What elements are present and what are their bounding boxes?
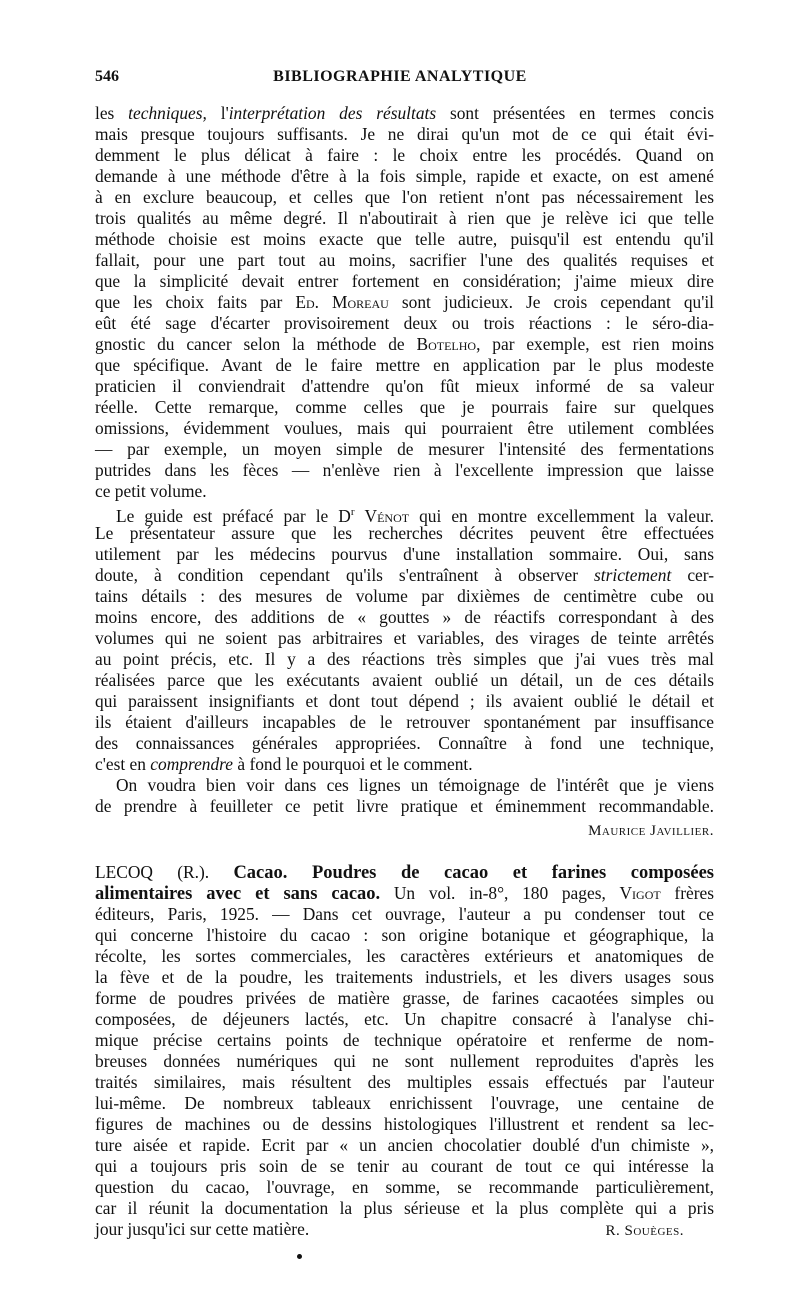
text-line: omissions, évidemment voulues, mais qui pourraient être utilement comblées [95,418,714,438]
text-line: ils étaient d'ailleurs incapables de le retrouver spontanément par insuffisance [95,712,714,732]
text-line: demment le plus délicat à faire : le choix entre les procédés. Quand on [95,145,714,165]
text-line: que spécifique. Avant de le faire mettre en application par le plus modeste [95,355,714,375]
text-line: jour jusqu'ici sur cette matière. [95,1219,310,1239]
text-line: Le présentateur assure que les recherches décrites peuvent être effectuées [95,523,714,543]
text-line: qui a toujours pris soin de se tenir au courant de tout ce qui intéresse la [95,1156,714,1176]
text-line: c'est en comprendre à fond le pourquoi et le comment. [95,754,473,774]
publisher-name: Vigot [619,883,661,903]
text-line: Le guide est préfacé par le $D^r$ Vénot qui en montre excellemment la valeur. [116,505,714,526]
text-line: de prendre à feuilleter ce petit livre pratique et éminemment recommandable. [95,796,714,816]
text-line: à en exclure beaucoup, et celles que l'on retient n'ont pas nécessairement les [95,187,714,207]
text-line: la fève et de la poudre, les traitements industriels, et les divers usages sous [95,967,714,987]
book-title: alimentaires avec et sans cacao. [95,884,381,904]
text-line: utilement par les médecins pourvus d'une installation sommaire. Oui, sans [95,544,714,564]
text-line: au point précis, etc. Il y a des réactions très simples que j'ai vues très mal [95,649,714,669]
text-line: composées, de déjeuners lactés, etc. Un chapitre consacré à l'analyse chi- [95,1009,714,1029]
author-name: Vénot [364,505,410,526]
text-line: putrides dans les fèces — n'enlève rien à l'excellente impression que laisse [95,460,714,480]
text-line: forme de poudres privées de matière grasse, de farines cacaotées simples ou [95,988,714,1008]
text-line: volumes qui ne soient pas arbitraires et variables, des virages de teinte arrêtés [95,628,714,648]
book-title: Cacao. Poudres de cacao et farines composées [233,863,714,883]
text-line: traités similaires, mais résultent des multiples essais effectués par l'auteur [95,1072,714,1092]
text-line: tains détails : des mesures de volume par dixièmes de centimètre cube ou [95,586,714,606]
text-line: gnostic du cancer selon la méthode de Botelho, par exemple, est rien moins [95,334,714,354]
text-line: car il réunit la documentation la plus sérieuse et la plus complète qui a pris [95,1198,714,1218]
page-header [95,68,705,92]
text-line: eût été sage d'écarter provisoirement deux ou trois réactions : le séro-dia- [95,313,714,333]
text-line: On voudra bien voir dans ces lignes un témoignage de l'intérêt que je viens [116,775,714,795]
text-line: qui concerne l'histoire du cacao : son origine botanique et géographique, la [95,925,714,945]
text-line: praticien il conviendrait d'attendre qu'on fût mieux informé de sa valeur [95,376,714,396]
author-name: Ed. Moreau [295,292,389,312]
text-line: breuses données numériques qui ne sont nullement reproduites d'après les [95,1051,714,1071]
text-line: figures de machines ou de dessins histologiques l'illustrent et rendent sa lec- [95,1114,714,1134]
review-signature: R. Souèges. [605,1223,684,1239]
text-line: demande à une méthode d'être à la fois simple, rapide et exacte, on est amené [95,166,714,186]
text-line: qui paraissent insignifiants et dont tout dépend ; ils avaient oublié le détail et [95,691,714,711]
text-line: des connaissances générales appropriées. Connaître à fond une technique, [95,733,714,753]
review-signature: Maurice Javillier. [588,823,714,839]
text-line: lui-même. De nombreux tableaux enrichissent l'ouvrage, une centaine de [95,1093,714,1113]
text-line: doute, à condition cependant qu'ils s'entraînent à observer strictement cer- [95,565,714,585]
text-line: — par exemple, un moyen simple de mesurer l'intensité des fermentations [95,439,714,459]
text-line: moins encore, des additions de « gouttes » de réactifs correspondant à des [95,607,714,627]
text-line: les techniques, l'interprétation des résultats sont présentées en termes concis [95,103,714,123]
running-title: BIBLIOGRAPHIE ANALYTIQUE [273,68,527,85]
text-line: ture aisée et rapide. Ecrit par « un ancien chocolatier doublé d'un chimiste », [95,1135,714,1155]
text-line: mique précise certains points de technique opératoire et renferme de nom- [95,1030,714,1050]
text-line: trois qualités au même degré. Il n'aboutirait à rien que je relève ici que telle [95,208,714,228]
text-line: réalisées parce que les exécutants avaient oublié un détail, un de ces détails [95,670,714,690]
text-line: que la simplicité devait entrer fortement en considération; j'aime mieux dire [95,271,714,291]
review-heading: LECOQ (R.). Cacao. Poudres de cacao et farines composées [95,862,714,883]
ink-dot [297,1254,302,1259]
author-name: Botelho [416,334,477,354]
text-line: que les choix faits par Ed. Moreau sont judicieux. Je crois cependant qu'il [95,292,715,312]
text-line: alimentaires avec et sans cacao. Un vol. in-8°, 180 pages, Vigot frères [95,883,714,904]
text-line: méthode choisie est moins exacte que telle autre, puisqu'il est entendu qu'il [95,229,714,249]
page-number: 546 [95,68,119,85]
text-line: ce petit volume. [95,481,207,501]
text-line: question du cacao, l'ouvrage, en somme, se recommande particulièrement, [95,1177,714,1197]
text-line: fallait, pour une part tout au moins, sacrifier l'une des qualités requises et [95,250,714,270]
text-line: mais presque toujours suffisants. Je ne dirai qu'un mot de ce qui était évi- [95,124,714,144]
text-line: éditeurs, Paris, 1925. — Dans cet ouvrage, l'auteur a pu condenser tout ce [95,904,714,924]
text-line: récolte, les sortes commerciales, les caractères extérieurs et anatomiques de [95,946,714,966]
text-line: réelle. Cette remarque, comme celles que je pourrais faire sur quelques [95,397,714,417]
